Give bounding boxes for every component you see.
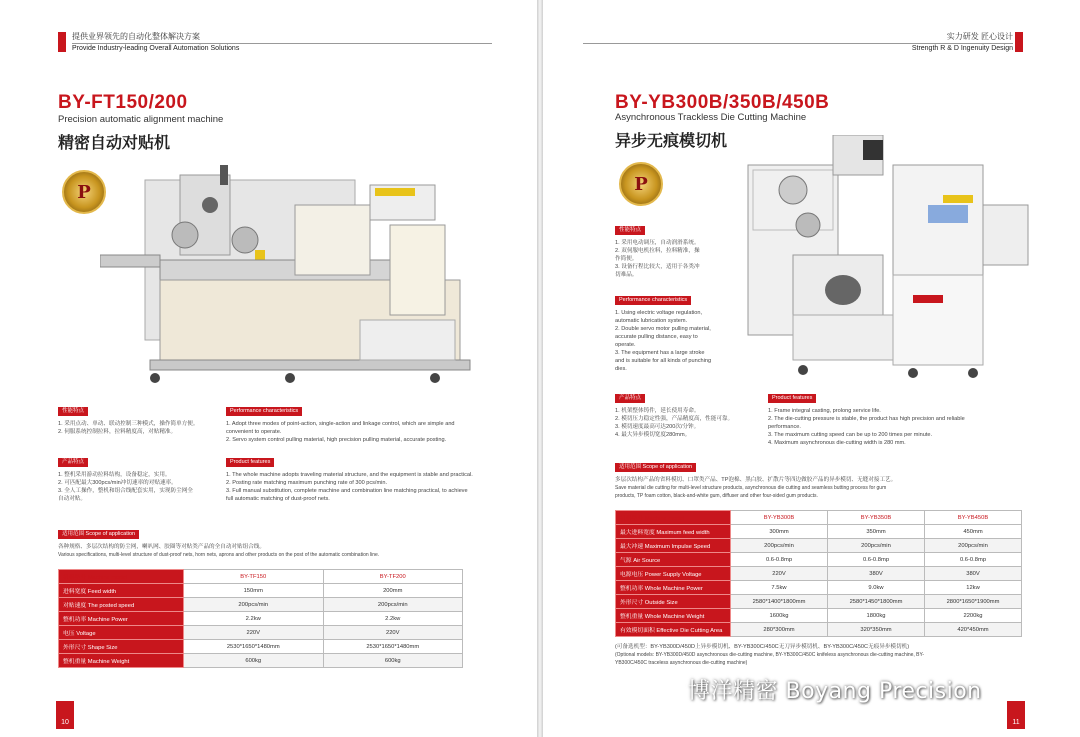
- table-row: 电压 Voltage 220V 220V: [59, 626, 463, 640]
- right-features-en: Performance characteristics 1. Using electric voltage regulation, automatic lubrication system. 2. Double servo motor pulling material, accurate pulling distance, easy to operate. 3. The equipment has a large stroke and is suitable for all kinds of punching dies.: [615, 297, 712, 372]
- table-row: 电源电压 Power Supply Voltage 220V 380V 380V: [616, 567, 1022, 581]
- left-page-number: 10: [56, 701, 74, 729]
- right-header: [583, 32, 1013, 52]
- table-row: 最大冲速 Maximum Impulse Speed 200pcs/min 200pcs/min 200pcs/min: [616, 539, 1022, 553]
- right-page: [543, 0, 1080, 737]
- die-cutting-machine-image: [733, 135, 1033, 385]
- right-features-zh: 性能特点 1. 采用电动调压，自动润滑系统。 2. 双伺服电机拉料，拉料精准，操 作简便。 3. 设备行程比较大，适用于各类冲 切难品。: [615, 227, 700, 278]
- right-model-zh: 异步无痕模切机: [615, 133, 728, 150]
- right-product-zh: 产品特点 1. 机架整体铸件，延长使用寿命。 2. 模切压力稳定性强，产品精度高，性能可靠。 3. 模切速度最高可达200次/分钟。 4. 最大异步模切宽度280mm。: [615, 395, 734, 438]
- left-header-en: Provide Industry-leading Overall Automation Solutions: [72, 45, 240, 52]
- brand-watermark: 博洋精密 Boyang Precision: [688, 679, 982, 704]
- left-header-zh: 提供业界领先的自动化整体解决方案: [72, 32, 200, 41]
- header-accent-block: [58, 32, 66, 52]
- table-row: 外形尺寸 Outside Size 2580*1400*1800mm 2580*1450*1800mm 2800*1650*1900mm: [616, 595, 1022, 609]
- right-spec-table: [615, 510, 1022, 637]
- right-scope: 适用范围 Scope of application 多层次结构产品的省料模切、口罩类产品、TP泡棉、黑白胶、扩散片等四边做胶产品的异步模切、无缝对接工艺。 Save material die cutting for multi-level structure products, asynchronous die cutting and seamless butting process for gum products, TP foam cotton, black-and-white gum, diffuser and other four-sided gum products.: [615, 464, 897, 499]
- left-scope: 适用范围 Scope of application 各种规格、多层次结构的防尘网，喇叭网、胶圈等对贴类产品的全自动对贴组合线。 Various specifications, multi-level structure of dust-proof nets, horn nets, aprons and other products on the post of the automatic combination line.: [58, 531, 380, 558]
- table-row: 整机重量 Machine Weight 600kg 600kg: [59, 654, 463, 668]
- right-product-en: Product features 1. Frame integral casting, prolong service life. 2. The die-cutting pressure is stable, the product has high precision and reliable performance. 3. The maximum cutting speed can be up to 200 times per minute. 4. Maximum asynchronous die-cutting width is 280 mm.: [768, 395, 965, 446]
- table-row: 整机重量 Whole Machine Weight 1600kg 1800kg 2200kg: [616, 609, 1022, 623]
- left-model-zh: 精密自动对贴机: [58, 135, 171, 152]
- left-product-zh: 产品特点 1. 整机采用游动拉料结构，设备稳定，实用。 2. 可匹配最大300pcs/min冲切速率的对贴速率。 3. 全人工操作，整机和组合线配套实用，实现防尘网全 自动对贴。: [58, 459, 193, 502]
- right-header-en: Strength R & D Ingenuity Design: [911, 45, 1013, 52]
- wechat-icon: [656, 677, 682, 699]
- table-row: 最大进料宽度 Maximum feed width 300mm 350mm 450mm: [616, 525, 1022, 539]
- table-row: 有效模切面积 Effective Die Cutting Area 280*300mm 320*350mm 420*450mm: [616, 623, 1022, 637]
- left-header: [72, 32, 492, 52]
- right-header-zh: 实力研发 匠心设计: [946, 32, 1013, 41]
- table-row: 整机功率 Machine Power 2.2kw 2.2kw: [59, 612, 463, 626]
- left-model-title: BY-FT150/200: [58, 92, 188, 113]
- award-badge-icon: P: [619, 162, 663, 206]
- left-features-en: Performance characteristics 1. Adopt three modes of point-action, single-action and linkage control, which are simple and convenient to operate. 2. Servo system control pulling material, high precision pulling material, accurate posting.: [226, 408, 455, 443]
- table-header-row: 机器型号 Machine model BY-TF150 BY-TF200: [59, 570, 463, 584]
- alignment-machine-image: [100, 160, 480, 390]
- table-header-row: 机器型号 Machine model BY-YB300B BY-YB350B BY-YB450B: [616, 511, 1022, 525]
- table-row: 外形尺寸 Shape Size 2530*1650*1480mm 2530*1650*1480mm: [59, 640, 463, 654]
- table-row: 整机功率 Whole Machine Power 7.5kw 9.0kw 12kw: [616, 581, 1022, 595]
- right-model-en: Asynchronous Trackless Die Cutting Machine: [615, 112, 807, 123]
- table-row: 气源 Air Source 0.6-0.8mp 0.6-0.8mp 0.6-0.8mp: [616, 553, 1022, 567]
- left-model-en: Precision automatic alignment machine: [58, 114, 224, 125]
- left-features-zh: 性能特点 1. 采用点动、单动、联动控制三种模式，操作简单方便。 2. 伺服系统控制拉料，拉料精度高，对贴精准。: [58, 408, 199, 435]
- right-optional-models: (可备选机型：BY-YB300D/450D上异步模切机、BY-YB300C/450C无刀异步模切机、BY-YB300C/450C无痕异步模切机) (Optional models: BY-YB300D/450D asynchronous die-cutting machine, BY-YB300C/450C knifeless asynchronous die-cutting machine, BY- YB300C/450C traceless asynchronous die-cutting machine): [615, 644, 925, 666]
- header-accent-block: [1015, 32, 1023, 52]
- table-row: 对贴速度 The posted speed 200pcs/min 200pcs/min: [59, 598, 463, 612]
- right-model-title: BY-YB300B/350B/450B: [615, 92, 830, 113]
- left-product-en: Product features 1. The whole machine adopts traveling material structure, and the equipment is stable and practical. 2. Posting rate matching maximum punching rate of 300 pcs/min. 3. Full manual substitution, complete machine and combination line matching practical, to achieve full automatic matching of dust-proof nets.: [226, 459, 473, 502]
- award-badge-icon: P: [62, 170, 106, 214]
- right-page-number: 11: [1007, 701, 1025, 729]
- left-spec-table: [58, 569, 463, 668]
- table-row: 进料宽度 Feed width 150mm 200mm: [59, 584, 463, 598]
- left-page: [0, 0, 537, 737]
